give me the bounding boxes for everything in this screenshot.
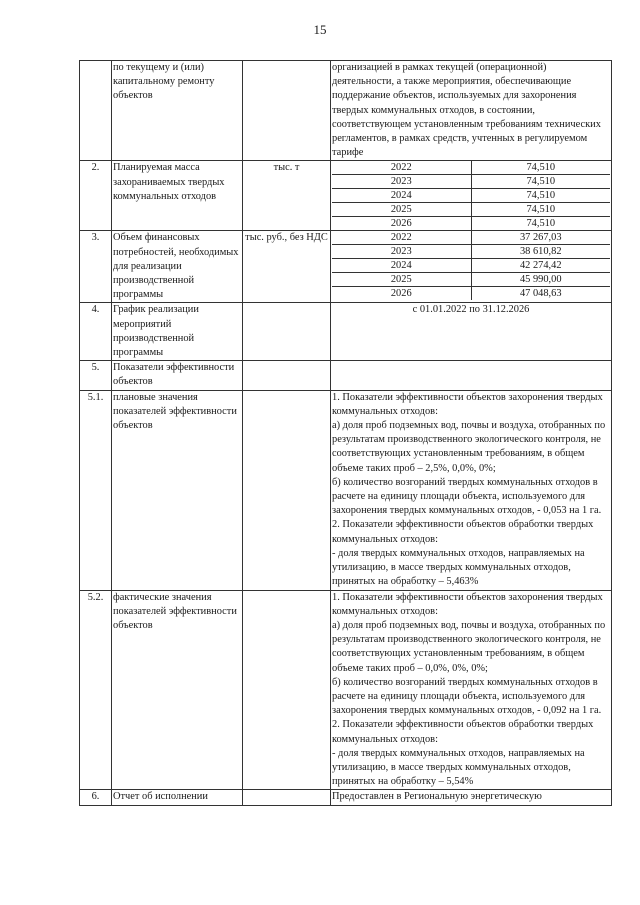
year-value-row: [332, 259, 610, 273]
row-name: по текущему и (или) капитальному ремонту объектов: [112, 61, 243, 161]
page-number: 15: [313, 22, 327, 37]
year-value-row: [332, 189, 610, 203]
year-cell: 2025: [332, 273, 471, 287]
paragraph: 1. Показатели эффективности объектов захоронения твердых коммунальных отходов:: [332, 391, 603, 417]
row-value: с 01.01.2022 по 31.12.2026: [331, 303, 612, 361]
table-row-continuation: [80, 61, 612, 161]
value-cell: 74,510: [471, 189, 610, 203]
table-row-actual-values: [80, 590, 612, 790]
year-cell: 2026: [332, 217, 471, 231]
row-number: 4.: [80, 303, 112, 361]
paragraph: а) доля проб подземных вод, почвы и воздуха, отобранных по результатам производственного экологического контроля, не соответствующих установленным требованиям, в общем объеме таких проб – 0,0%, 0%, 0%;: [332, 619, 606, 674]
table-row-efficiency: [80, 361, 612, 390]
table-row-report: [80, 790, 612, 805]
year-value-row: [332, 245, 610, 259]
year-values-table: [332, 161, 610, 230]
row-name: фактические значения показателей эффективности объектов: [112, 590, 243, 790]
year-cell: 2023: [332, 245, 471, 259]
row-number: 5.2.: [80, 590, 112, 790]
production-program-table: [79, 60, 612, 806]
value-cell: 38 610,82: [471, 245, 610, 259]
paragraph: 1. Показатели эффективности объектов захоронения твердых коммунальных отходов:: [332, 591, 603, 617]
row-number: 6.: [80, 790, 112, 805]
row-description: организацией в рамках текущей (операционной) деятельности, а также мероприятия, обеспечивающие поддержание объектов, используемых для захоронения твердых коммунальных отходов, в состоянии, соответствующем установленным требованиям технических регламентов, в рамках средств, учтенных в регулируемом тарифе: [331, 61, 612, 161]
year-cell: 2024: [332, 259, 471, 273]
row-name: Показатели эффективности объектов: [112, 361, 243, 390]
year-cell: 2026: [332, 287, 471, 301]
paragraph: - доля твердых коммунальных отходов, направляемых на утилизацию, в массе твердых коммунальных отходов, принятых на обработку – 5,54%: [332, 747, 585, 788]
value-cell: 74,510: [526, 218, 556, 230]
value-cell: 74,510: [471, 175, 610, 189]
table-row-schedule: [80, 303, 612, 361]
year-value-row: [332, 175, 610, 189]
value-cell: 74,510: [471, 161, 610, 175]
paragraph: - доля твердых коммунальных отходов, направляемых на утилизацию, в массе твердых коммунальных отходов, принятых на обработку – 5,463%: [332, 547, 585, 588]
year-cell: 2025: [332, 203, 471, 217]
year-value-row: [332, 217, 610, 231]
paragraph: 2. Показатели эффективности объектов обработки твердых коммунальных отходов:: [332, 719, 594, 745]
row-number: 5.: [80, 361, 112, 390]
year-value-row: [332, 203, 610, 217]
row-description: Предоставлен в Региональную энергетическую: [331, 790, 612, 805]
paragraph: б) количество возгораний твердых коммунальных отходов в расчете на единицу площади объекта, используемого для захоронения твердых коммунальных отходов, - 0,092 на 1 га.: [332, 676, 602, 717]
year-cell: 2022: [332, 161, 471, 175]
year-cell: 2024: [332, 189, 471, 203]
year-cell: 2022: [332, 231, 471, 245]
row-description: [331, 390, 612, 590]
paragraph: а) доля проб подземных вод, почвы и воздуха, отобранных по результатам производственного экологического контроля, не соответствующих установленным требованиям, в общем объеме таких проб – 2,5%, 0,0%, 0%;: [332, 420, 606, 474]
year-cell: 2023: [332, 175, 471, 189]
table-row-planned-values: [80, 390, 612, 590]
row-number: 2.: [80, 161, 112, 231]
table-row-financial-needs: [80, 231, 612, 303]
year-values-table: [332, 231, 610, 300]
value-cell: 45 990,00: [471, 273, 610, 287]
row-description: [331, 590, 612, 790]
paragraph: 2. Показатели эффективности объектов обработки твердых коммунальных отходов:: [332, 519, 594, 545]
value-cell: 47 048,63: [519, 288, 562, 300]
value-cell: 74,510: [471, 203, 610, 217]
value-cell: 37 267,03: [471, 231, 610, 245]
year-value-row: [332, 161, 610, 175]
year-value-row: [332, 287, 610, 301]
paragraph: б) количество возгораний твердых коммунальных отходов в расчете на единицу площади объекта, используемого для захоронения твердых коммунальных отходов, - 0,053 на 1 га.: [332, 476, 602, 517]
row-number: 5.1.: [80, 390, 112, 590]
row-name: плановые значения показателей эффективности объектов: [112, 390, 243, 590]
row-unit: тыс. руб., без НДС: [243, 231, 331, 303]
year-value-row: [332, 231, 610, 245]
row-name: График реализации мероприятий производственной программы: [112, 303, 243, 361]
row-number: 3.: [80, 231, 112, 303]
row-name: Объем финансовых потребностей, необходимых для реализации производственной программы: [112, 231, 243, 303]
value-cell: 42 274,42: [471, 259, 610, 273]
row-name: Планируемая масса захораниваемых твердых коммунальных отходов: [112, 161, 243, 231]
year-value-row: [332, 273, 610, 287]
table-row-waste-mass: [80, 161, 612, 231]
row-unit: тыс. т: [243, 161, 331, 231]
row-name: Отчет об исполнении: [112, 790, 243, 805]
